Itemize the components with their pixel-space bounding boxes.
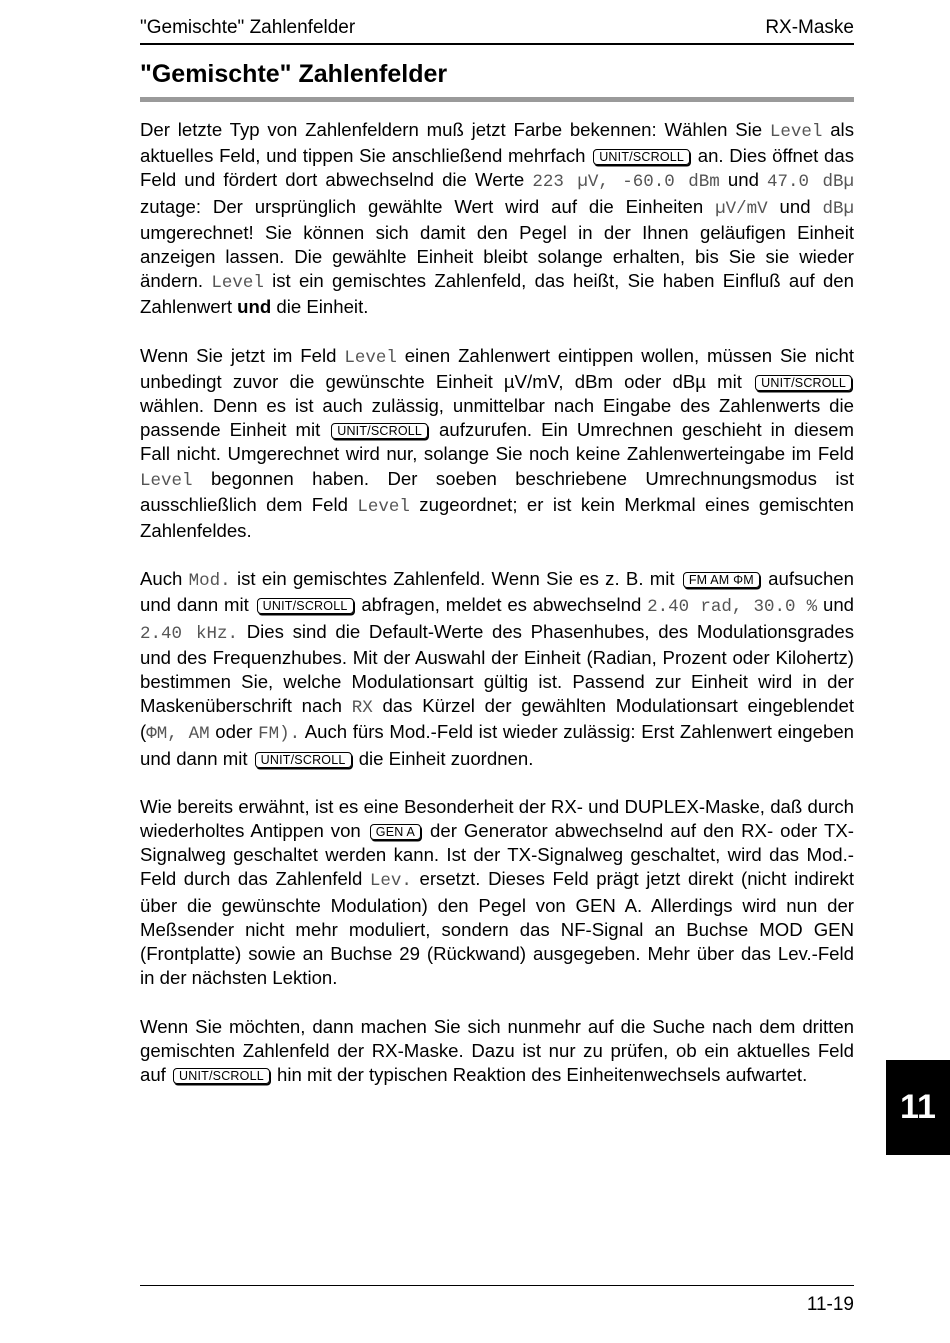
body-text (140, 118, 854, 1111)
text-run: zutage: Der ursprünglich gewählte Wert wird auf die Einheiten (140, 195, 716, 217)
unit-scroll-key: UNIT/SCROLL (331, 423, 428, 439)
text-run: hin mit der typischen Reaktion des Einheitenwechsels aufwartet. (271, 1063, 808, 1085)
text-run: Auch (140, 568, 189, 590)
field-name-level: Level (344, 347, 397, 368)
fm-am-phim-key: FM AM ΦM (683, 572, 760, 588)
text-run: wählen. Denn es ist auch zulässig, unmittelbar nach Eingabe des Zahlenwerts die passende Einheit mit (140, 395, 854, 441)
unit-scroll-key: UNIT/SCROLL (173, 1068, 270, 1084)
text-run: Der letzte Typ von Zahlenfeldern muß jetzt Farbe bekennen: Wählen Sie (140, 119, 770, 140)
text-run: ist ein gemischtes Zahlenfeld, das heißt, Sie haben Einfluß auf den Zahlenwert (140, 270, 854, 318)
field-values: 223 µV, -60.0 dBm (532, 172, 720, 193)
modulation-name: FM). (258, 724, 301, 745)
field-name-level: Level (140, 470, 193, 491)
paragraph-4 (140, 795, 854, 991)
field-name-level: Level (357, 496, 410, 517)
field-name-level: Level (769, 122, 823, 142)
page-title: "Gemischte" Zahlenfelder (140, 60, 854, 102)
field-value: 47.0 dBµ (767, 172, 855, 193)
text-run: als aktuelles Feld, und tippen Sie anschließend mehrfach (140, 119, 854, 167)
unit-name: dBµ (822, 198, 854, 219)
running-header (140, 15, 854, 45)
field-values: 2.40 rad, 30.0 % (647, 597, 818, 618)
footer-rule (140, 1285, 854, 1286)
text-run: Wenn Sie jetzt im Feld (140, 344, 345, 366)
text-run: und (767, 195, 823, 217)
mask-title-rx: RX (351, 698, 373, 719)
text-run: die Einheit zuordnen. (353, 747, 534, 769)
text-run: Wie bereits erwähnt, ist es eine Besonderheit der RX- und DUPLEX-Maske, daß durch wiederholtes Antippen von (140, 795, 854, 842)
text-run: zugeordnet; er ist kein Merkmal eines gemischten Zahlenfeldes. (140, 493, 855, 542)
paragraph-3 (140, 567, 854, 771)
text-run: Auch fürs Mod.-Feld ist wieder zulässig: Erst Zahlenwert eingeben und dann mit (140, 721, 854, 769)
modulation-names: ΦM, AM (146, 724, 210, 745)
text-run: aufzurufen. Ein Umrechnen geschieht in diesem Fall nicht. Umgerechnet wird nur, solange Sie noch keine Zahlenwerteingabe im Feld (140, 419, 854, 465)
emphasis: und (237, 296, 272, 318)
text-run: Dies sind die Default-Werte des Phasenhubes, des Modulationsgrades und des Frequenzhubes. Mit der Auswahl der Einheit (Radian, Prozent oder Kilohertz) bestimmen Sie, welche Modulationsart gültig ist. Passend zur Einheit wird in der Maskenüberschrift nach (140, 620, 855, 717)
paragraph-2 (140, 344, 854, 544)
text-run: ist ein gemischtes Zahlenfeld. Wenn Sie es z. B. mit (230, 568, 681, 590)
unit-scroll-key: UNIT/SCROLL (255, 752, 352, 768)
text-run: begonnen haben. Der soeben beschriebene Umrechnungsmodus ist ausschließlich dem Feld (140, 467, 854, 515)
text-run: und (817, 594, 854, 616)
field-value: 2.40 kHz. (140, 623, 239, 644)
text-run: ersetzt. Dieses Feld prägt jetzt direkt (nicht indirekt über die gewünschte Modulation) den Pegel von GEN A. Allerdings wird nun der Meßsender nicht mehr moduliert, sondern das NF-Signal an Buchse MOD GEN (Frontplatte) sowie an Buchse 29 (Rückwand) ausgegeben. Mehr über das Lev.-Feld in der nächsten Lektion. (140, 868, 855, 989)
page-number: 11-19 (806, 1294, 854, 1315)
field-name-level: Level (211, 273, 264, 294)
unit-name: µV/mV (715, 198, 768, 219)
header-section-title: "Gemischte" Zahlenfelder (140, 17, 356, 38)
paragraph-5 (140, 1015, 854, 1088)
text-run: die Einheit. (271, 296, 369, 318)
text-run: aufsuchen und dann mit (140, 568, 854, 616)
text-run: der Generator abwechselnd auf den RX- oder TX-Signalweg geschaltet werden kann. Ist der TX-Signalweg geschaltet, wird das Mod.-Feld durch das Zahlenfeld (140, 820, 854, 890)
unit-scroll-key: UNIT/SCROLL (755, 375, 852, 391)
text-run: Wenn Sie möchten, dann machen Sie sich nunmehr auf die Suche nach dem dritten gemischten Zahlenfeld der RX-Maske. Dazu ist nur zu prüfen, ob ein aktuelles Feld auf (140, 1015, 854, 1085)
text-run: einen Zahlenwert eintippen wollen, müssen Sie nicht unbedingt zuvor die gewünschte Einheit µV/mV, dBm oder dBµ mit (140, 344, 854, 392)
text-run: oder (209, 721, 259, 743)
unit-scroll-key: UNIT/SCROLL (257, 598, 354, 614)
field-name-lev: Lev. (369, 871, 412, 892)
field-name-mod: Mod. (188, 571, 231, 592)
chapter-tab: 11 (886, 1060, 950, 1155)
paragraph-1 (140, 118, 854, 320)
unit-scroll-key: UNIT/SCROLL (593, 149, 690, 165)
text-run: umgerechnet! Sie können sich damit den Pegel in der Ihnen geläufigen Einheit anzeigen lassen. Die gewählte Einheit bleibt solange erhalten, bis Sie sie wieder ändern. (140, 221, 854, 292)
text-run: an. Dies öffnet das Feld und fördert dort abwechselnd die Werte (140, 145, 854, 191)
text-run: das Kürzel der gewählten Modulationsart eingeblendet ( (140, 695, 855, 743)
gen-a-key: GEN A (370, 824, 421, 840)
text-run: abfragen, meldet es abwechselnd (355, 594, 648, 616)
header-chapter-title: RX-Maske (765, 17, 854, 38)
text-run: und (719, 169, 768, 191)
